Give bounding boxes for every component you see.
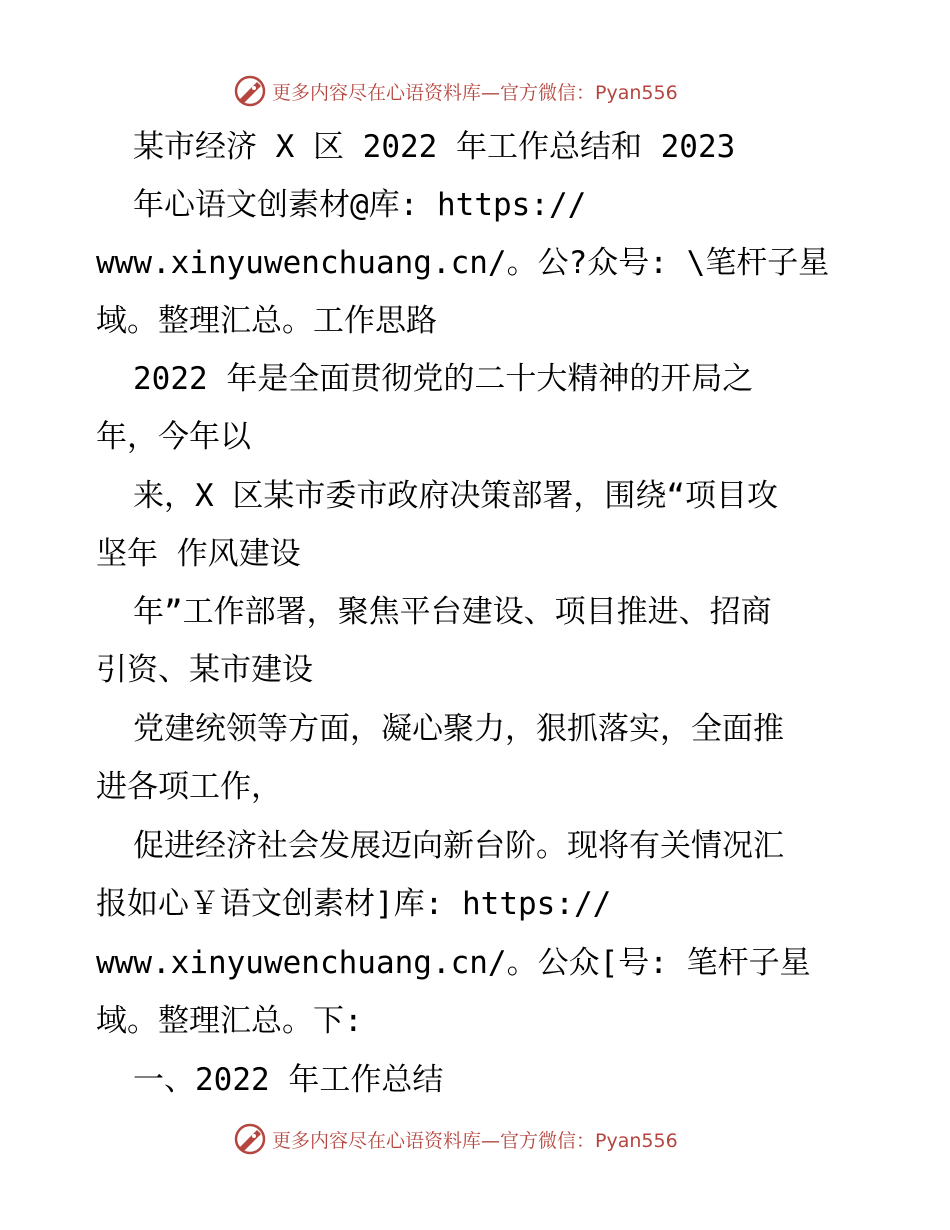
- text-line: 域。整理汇总。下:: [96, 1003, 363, 1039]
- text-line: 促进经济社会发展迈向新台阶。现将有关情况汇: [133, 828, 784, 864]
- watermark-text: 更多内容尽在心语资料库—官方微信：Pyan556: [272, 82, 678, 104]
- text-line: 党建统领等方面，凝心聚力，狠抓落实，全面推: [133, 711, 784, 747]
- text-line: 年，今年以: [96, 419, 251, 455]
- text-line: www.xinyuwenchuang.cn/。公众[号: 笔杆子星: [96, 945, 811, 981]
- section-heading: 一、2022 年工作总结: [133, 1062, 444, 1098]
- footer-watermark-banner: [0, 1120, 950, 1160]
- pen-nib-logo-icon: [233, 1122, 267, 1156]
- text-line: 报如心￥语文创素材]库: https://: [96, 886, 612, 922]
- text-line: 年心语文创素材@库: https://: [133, 187, 587, 223]
- text-line: 2022 年是全面贯彻党的二十大精神的开局之: [133, 361, 754, 397]
- text-line: 来，X 区某市委市政府决策部署，围绕“项目攻: [133, 478, 778, 514]
- text-line: 引资、某市建设: [96, 652, 313, 688]
- text-line: 年”工作部署，聚焦平台建设、项目推进、招商: [133, 594, 772, 630]
- text-line: 某市经济 X 区 2022 年工作总结和 2023: [133, 129, 736, 165]
- text-line: 进各项工作，: [96, 769, 282, 805]
- text-line: 坚年 作风建设: [96, 536, 301, 572]
- text-line: 域。整理汇总。工作思路: [96, 303, 437, 339]
- text-line: www.xinyuwenchuang.cn/。公?众号: \笔杆子星: [96, 245, 830, 281]
- watermark-text: 更多内容尽在心语资料库—官方微信：Pyan556: [272, 1130, 678, 1152]
